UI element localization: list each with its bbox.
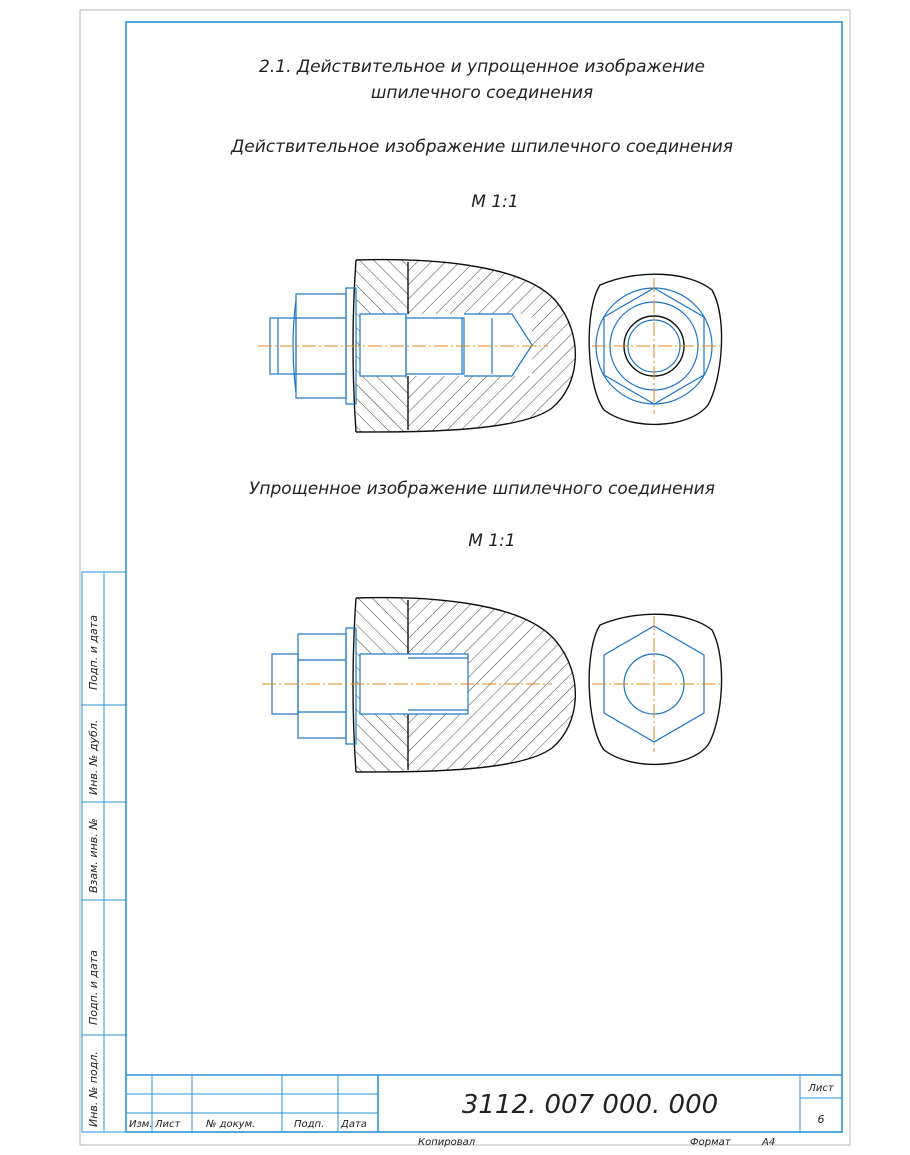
side-label-sign-date-1: Подп. и дата bbox=[87, 615, 100, 690]
col-sheet: Лист bbox=[155, 1119, 181, 1130]
side-label-dup-inv: Инв. № дубл. bbox=[87, 719, 100, 795]
simplified-connection-section-view bbox=[262, 596, 588, 774]
side-stamp bbox=[82, 572, 126, 1132]
section-2-scale: М 1:1 bbox=[468, 531, 516, 551]
col-doc-number: № докум. bbox=[206, 1119, 256, 1130]
format-value: А4 bbox=[762, 1137, 776, 1148]
side-label-sign-date-2: Подп. и дата bbox=[87, 950, 100, 1025]
actual-connection-section-view bbox=[258, 258, 588, 434]
col-date: Дата bbox=[341, 1119, 367, 1130]
heading-line-2: шпилечного соединения bbox=[370, 83, 594, 103]
format-label: Формат bbox=[690, 1137, 731, 1148]
section-1-scale: М 1:1 bbox=[471, 192, 519, 212]
sheet-label: Лист bbox=[808, 1083, 834, 1094]
col-signature: Подп. bbox=[294, 1119, 325, 1130]
heading-line-1: 2.1. Действительное и упрощенное изображение bbox=[259, 57, 705, 77]
copied-by-label: Копировал bbox=[418, 1137, 476, 1148]
sheet-number: 6 bbox=[817, 1113, 825, 1126]
section-1-title: Действительное изображение шпилечного соединения bbox=[230, 137, 734, 157]
actual-connection-end-view bbox=[589, 274, 721, 424]
col-change: Изм. bbox=[129, 1119, 153, 1130]
sheet-border bbox=[80, 10, 850, 1145]
simplified-connection-end-view bbox=[589, 614, 721, 764]
document-designation: 3112. 007 000. 000 bbox=[461, 1090, 719, 1120]
title-block bbox=[126, 1075, 842, 1132]
section-2-title: Упрощенное изображение шпилечного соединения bbox=[249, 479, 715, 499]
side-label-replace-inv: Взам. инв. № bbox=[87, 818, 100, 893]
side-label-orig-inv: Инв. № подл. bbox=[87, 1051, 100, 1127]
drawing-frame bbox=[126, 22, 842, 1132]
